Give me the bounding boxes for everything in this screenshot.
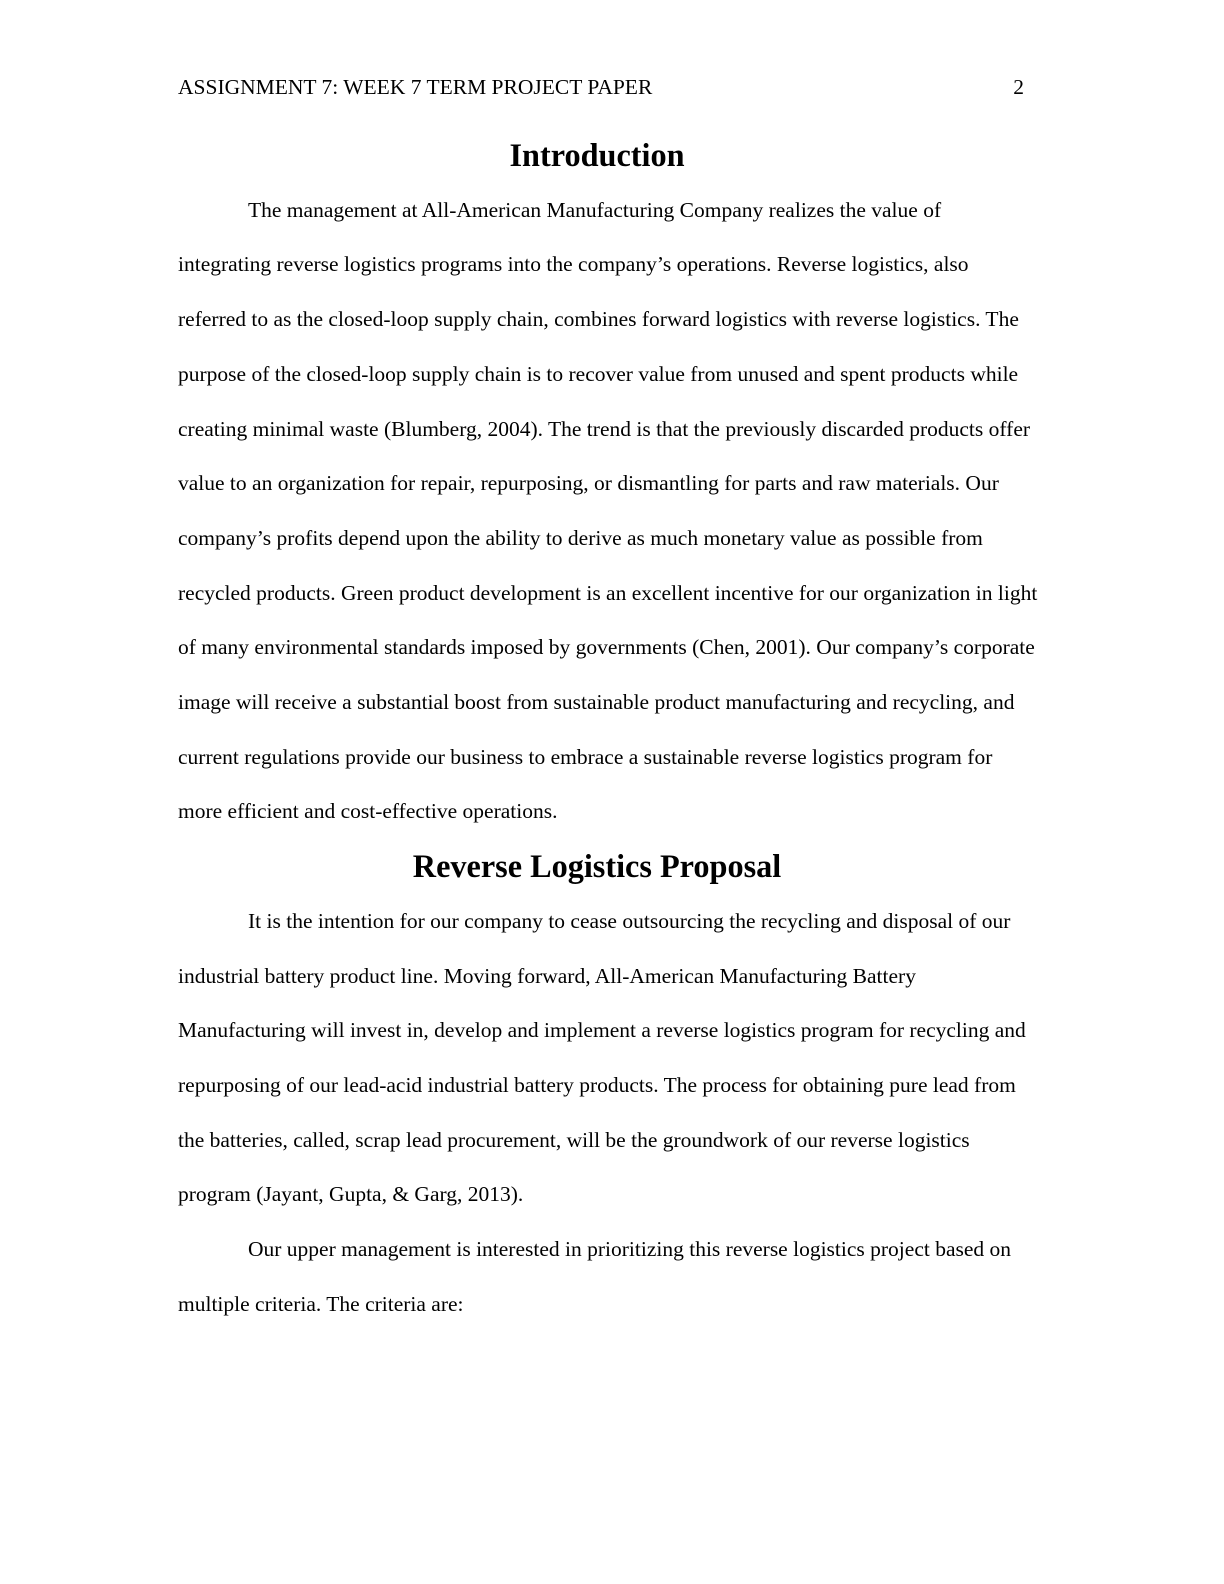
document-body: [178, 128, 1038, 1331]
section-heading-reverse-logistics-proposal: Reverse Logistics Proposal: [412, 848, 782, 885]
paragraph: The management at All-American Manufacturing Company realizes the value of integrating reverse logistics programs into the company’s operations. Reverse logistics, also referred to as the closed-loop supply chain, combines forward logistics with reverse logistics. The purpose of the closed-loop supply chain is to recover value from unused and spent products while creating minimal waste (Blumberg, 2004). The trend is that the previously discarded products offer value to an organization for repair, repurposing, or dismantling for parts and raw materials. Our company’s profits depend upon the ability to derive as much monetary value as possible from recycled products. Green product development is an excellent incentive for our organization in light of many environmental standards imposed by governments (Chen, 2001). Our company’s corporate image will receive a substantial boost from sustainable product manufacturing and recycling, and current regulations provide our business to embrace a sustainable reverse logistics program for more efficient and cost-effective operations.: [178, 197, 1038, 824]
page-number: 2: [1013, 75, 1024, 99]
running-head-title: ASSIGNMENT 7: WEEK 7 TERM PROJECT PAPER: [178, 75, 653, 99]
section-heading-introduction: Introduction: [509, 137, 685, 173]
paragraph: It is the intention for our company to cease outsourcing the recycling and disposal of our industrial battery product line. Moving forward, All-American Manufacturing Battery Manufacturing will invest in, develop and implement a reverse logistics program for recycling and repurposing of our lead-acid industrial battery products. The process for obtaining pure lead from the batteries, called, scrap lead procurement, will be the groundwork of our reverse logistics program (Jayant, Gupta, & Garg, 2013).: [178, 908, 1026, 1207]
paragraph: Our upper management is interested in prioritizing this reverse logistics project based on multiple criteria. The criteria are:: [178, 1237, 1012, 1316]
running-head: [178, 72, 1024, 102]
